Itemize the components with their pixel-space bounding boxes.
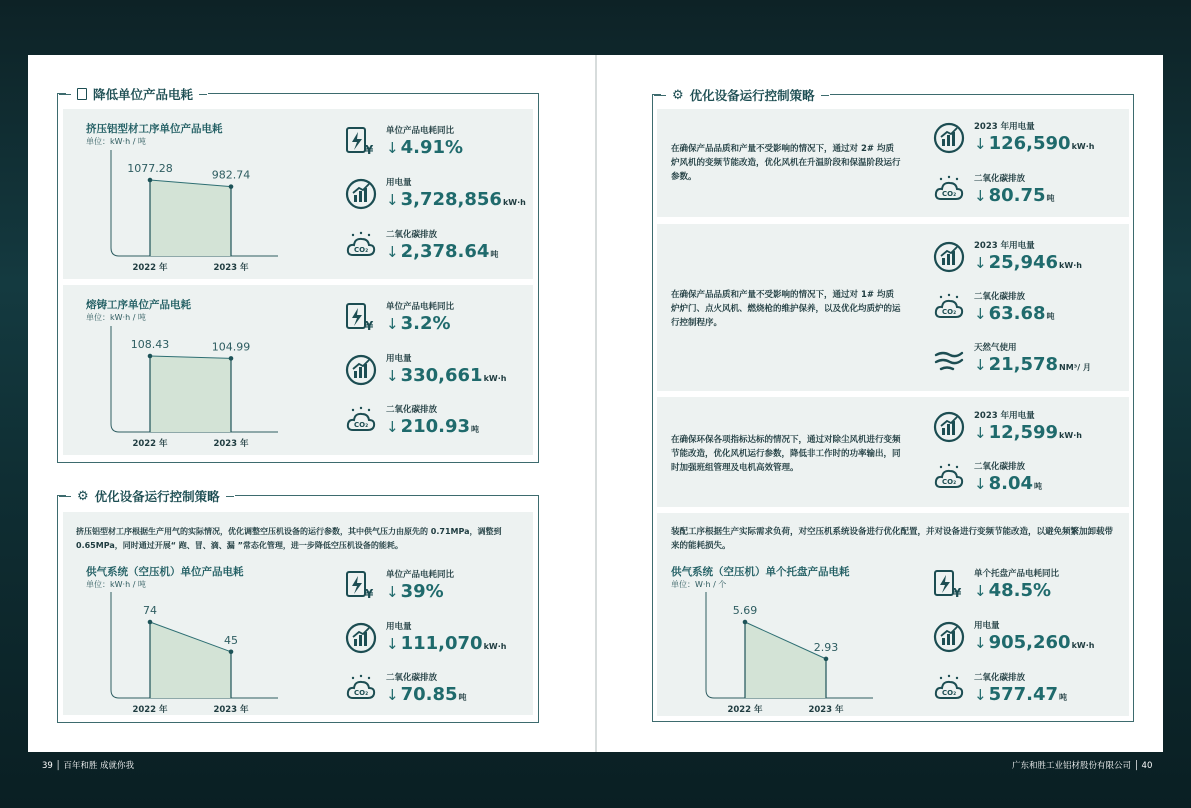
chart-area (150, 356, 231, 432)
x-tick-label: 2022 年 (132, 705, 168, 715)
metric-co2: CO₂ 二氧化碳排放 ↓ 70.85 吨 (345, 673, 467, 705)
chart-point (229, 649, 234, 654)
chart-point (824, 657, 829, 662)
footer-right: 广东和胜工业铝材股份有限公司 │ 40 (1012, 761, 1153, 771)
chart-area (150, 622, 231, 698)
svg-text:CO₂: CO₂ (354, 246, 369, 254)
x-tick-label: 2023 年 (213, 439, 249, 449)
chart1-title: 挤压铝型材工序单位产品电耗 (86, 123, 223, 135)
svg-text:¥: ¥ (365, 143, 374, 157)
b4-paragraph: 装配工序根据生产实际需求负荷，对空压机系统设备进行优化配置，并对设备进行变频节能改造，以避免频繁加卸载带来的能耗损失。 (671, 527, 1114, 551)
chart1-svg (110, 150, 290, 275)
co2-cloud-icon (345, 405, 377, 437)
metric-power: 2023 年用电量 ↓ 126,590 kW·h (933, 122, 1094, 154)
data-label: 2.93 (813, 640, 839, 654)
data-label: 108.43 (130, 338, 170, 351)
x-tick-label: 2023 年 (808, 705, 844, 715)
gear-icon: ⚙ (672, 87, 684, 103)
page-gutter (595, 55, 597, 752)
gear-icon: ⚙ (77, 488, 89, 504)
data-label: 1077.28 (127, 162, 173, 175)
section-title: ⚙ 优化设备运行控制策略 (661, 86, 830, 104)
co2-cloud-icon (933, 292, 965, 324)
chart-point (229, 356, 234, 361)
metric-co2: CO₂ 二氧化碳排放 ↓ 577.47 吨 (933, 673, 1067, 705)
chart1-unit: 单位：kW·h / 吨 (86, 137, 146, 146)
bar-chart-icon (933, 122, 965, 154)
svg-text:¥: ¥ (953, 586, 962, 600)
data-label: 104.99 (211, 340, 251, 354)
metric-yoy: ¥ 单位产品电耗同比 ↓ 39% (345, 570, 454, 602)
metric-co2: CO₂ 二氧化碳排放 ↓ 210.93 吨 (345, 405, 479, 437)
svg-text:¥: ¥ (365, 587, 374, 601)
section-title: 降低单位产品电耗 (66, 85, 208, 103)
chart-area (745, 622, 826, 698)
section-paragraph: 挤压铝型材工序根据生产用气的实际情况，优化调整空压机设备的运行参数，其中供气压力由原先的 0.71MPa，调整到 0.65MPa，同时通过开展“ 跑、冒、滴、漏 ”常态化管理，进一步降低空压机设备的能耗。 (76, 527, 502, 550)
metric-yoy: ¥ 单个托盘产品电耗同比 ↓ 48.5% (933, 569, 1059, 601)
bar-chart-icon (345, 622, 377, 654)
data-label: 5.69 (732, 604, 758, 617)
bar-chart-icon (933, 411, 965, 443)
svg-text:CO₂: CO₂ (354, 421, 369, 429)
chart4-unit: 单位：W·h / 个 (671, 580, 727, 589)
chart3-unit: 单位：kW·h / 吨 (86, 580, 146, 589)
bar-chart-icon (345, 354, 377, 386)
metric-gas: 天然气使用 ↓ 21,578 NM³/ 月 (933, 343, 1091, 375)
lightning-yen-icon (933, 569, 965, 601)
metric-power: 用电量 ↓ 905,260 kW·h (933, 621, 1094, 653)
metric-co2: CO₂ 二氧化碳排放 ↓ 80.75 吨 (933, 174, 1055, 206)
metric-yoy: ¥ 单位产品电耗同比 ↓ 4.91% (345, 126, 463, 158)
metric-power: 用电量 ↓ 3,728,856 kW·h (345, 178, 526, 210)
data-label: 45 (224, 633, 238, 647)
chart-point (148, 620, 153, 625)
svg-text:CO₂: CO₂ (354, 689, 369, 697)
svg-text:CO₂: CO₂ (942, 190, 957, 198)
b3-paragraph: 在确保环保各项指标达标的情况下，通过对除尘风机进行变频节能改造，优化风机运行参数，降低非工作时的功率输出，同时加强班组管理及电机高效管理。 (671, 435, 901, 473)
co2-cloud-icon (933, 174, 965, 206)
chart-area (150, 180, 231, 256)
svg-text:CO₂: CO₂ (942, 478, 957, 486)
x-tick-label: 2022 年 (727, 705, 763, 715)
metric-co2: CO₂ 二氧化碳排放 ↓ 63.68 吨 (933, 292, 1055, 324)
document-icon (77, 88, 87, 100)
lightning-yen-icon (345, 570, 377, 602)
co2-cloud-icon (933, 673, 965, 705)
co2-cloud-icon (933, 462, 965, 494)
bar-chart-icon (933, 241, 965, 273)
metric-yoy: ¥ 单位产品电耗同比 ↓ 3.2% (345, 302, 454, 334)
chart4-svg (705, 592, 885, 717)
chart2-svg (110, 326, 290, 451)
x-tick-label: 2023 年 (213, 705, 249, 715)
metric-power: 2023 年用电量 ↓ 12,599 kW·h (933, 411, 1082, 443)
metric-power: 用电量 ↓ 111,070 kW·h (345, 622, 506, 654)
chart2-unit: 单位：kW·h / 吨 (86, 313, 146, 322)
chart-point (743, 620, 748, 625)
co2-cloud-icon (345, 230, 377, 262)
metric-co2: CO₂ 二氧化碳排放 ↓ 2,378.64 吨 (345, 230, 498, 262)
bar-chart-icon (933, 621, 965, 653)
metric-power: 用电量 ↓ 330,661 kW·h (345, 354, 506, 386)
lightning-yen-icon (345, 302, 377, 334)
data-label: 74 (143, 604, 157, 617)
lightning-yen-icon (345, 126, 377, 158)
section-title: ⚙ 优化设备运行控制策略 (66, 487, 235, 505)
chart3-title: 供气系统（空压机）单位产品电耗 (86, 566, 244, 578)
chart2-title: 熔铸工序单位产品电耗 (86, 299, 191, 311)
chart-point (148, 178, 153, 183)
co2-cloud-icon (345, 673, 377, 705)
svg-text:¥: ¥ (365, 319, 374, 333)
chart3-svg (110, 592, 290, 717)
svg-text:CO₂: CO₂ (942, 308, 957, 316)
b1-paragraph: 在确保产品品质和产量不受影响的情况下，通过对 2# 均质炉风机的变频节能改造，优化风机在升温阶段和保温阶段运行参数。 (671, 144, 901, 182)
chart-point (148, 354, 153, 359)
x-tick-label: 2022 年 (132, 263, 168, 273)
b2-paragraph: 在确保产品品质和产量不受影响的情况下，通过对 1# 均质炉炉门、点火风机、燃烧枪的维护保养，以及优化均质炉的运行控制程序。 (671, 290, 901, 328)
metric-power: 2023 年用电量 ↓ 25,946 kW·h (933, 241, 1082, 273)
bar-chart-icon (345, 178, 377, 210)
x-tick-label: 2022 年 (132, 439, 168, 449)
footer-left: 39 │ 百年和胜 成就你我 (42, 761, 135, 771)
data-label: 982.74 (211, 168, 251, 182)
x-tick-label: 2023 年 (213, 263, 249, 273)
chart4-title: 供气系统（空压机）单个托盘产品电耗 (671, 566, 850, 578)
svg-text:CO₂: CO₂ (942, 689, 957, 697)
metric-co2: CO₂ 二氧化碳排放 ↓ 8.04 吨 (933, 462, 1042, 494)
chart-point (229, 184, 234, 189)
wind-icon (933, 343, 965, 375)
